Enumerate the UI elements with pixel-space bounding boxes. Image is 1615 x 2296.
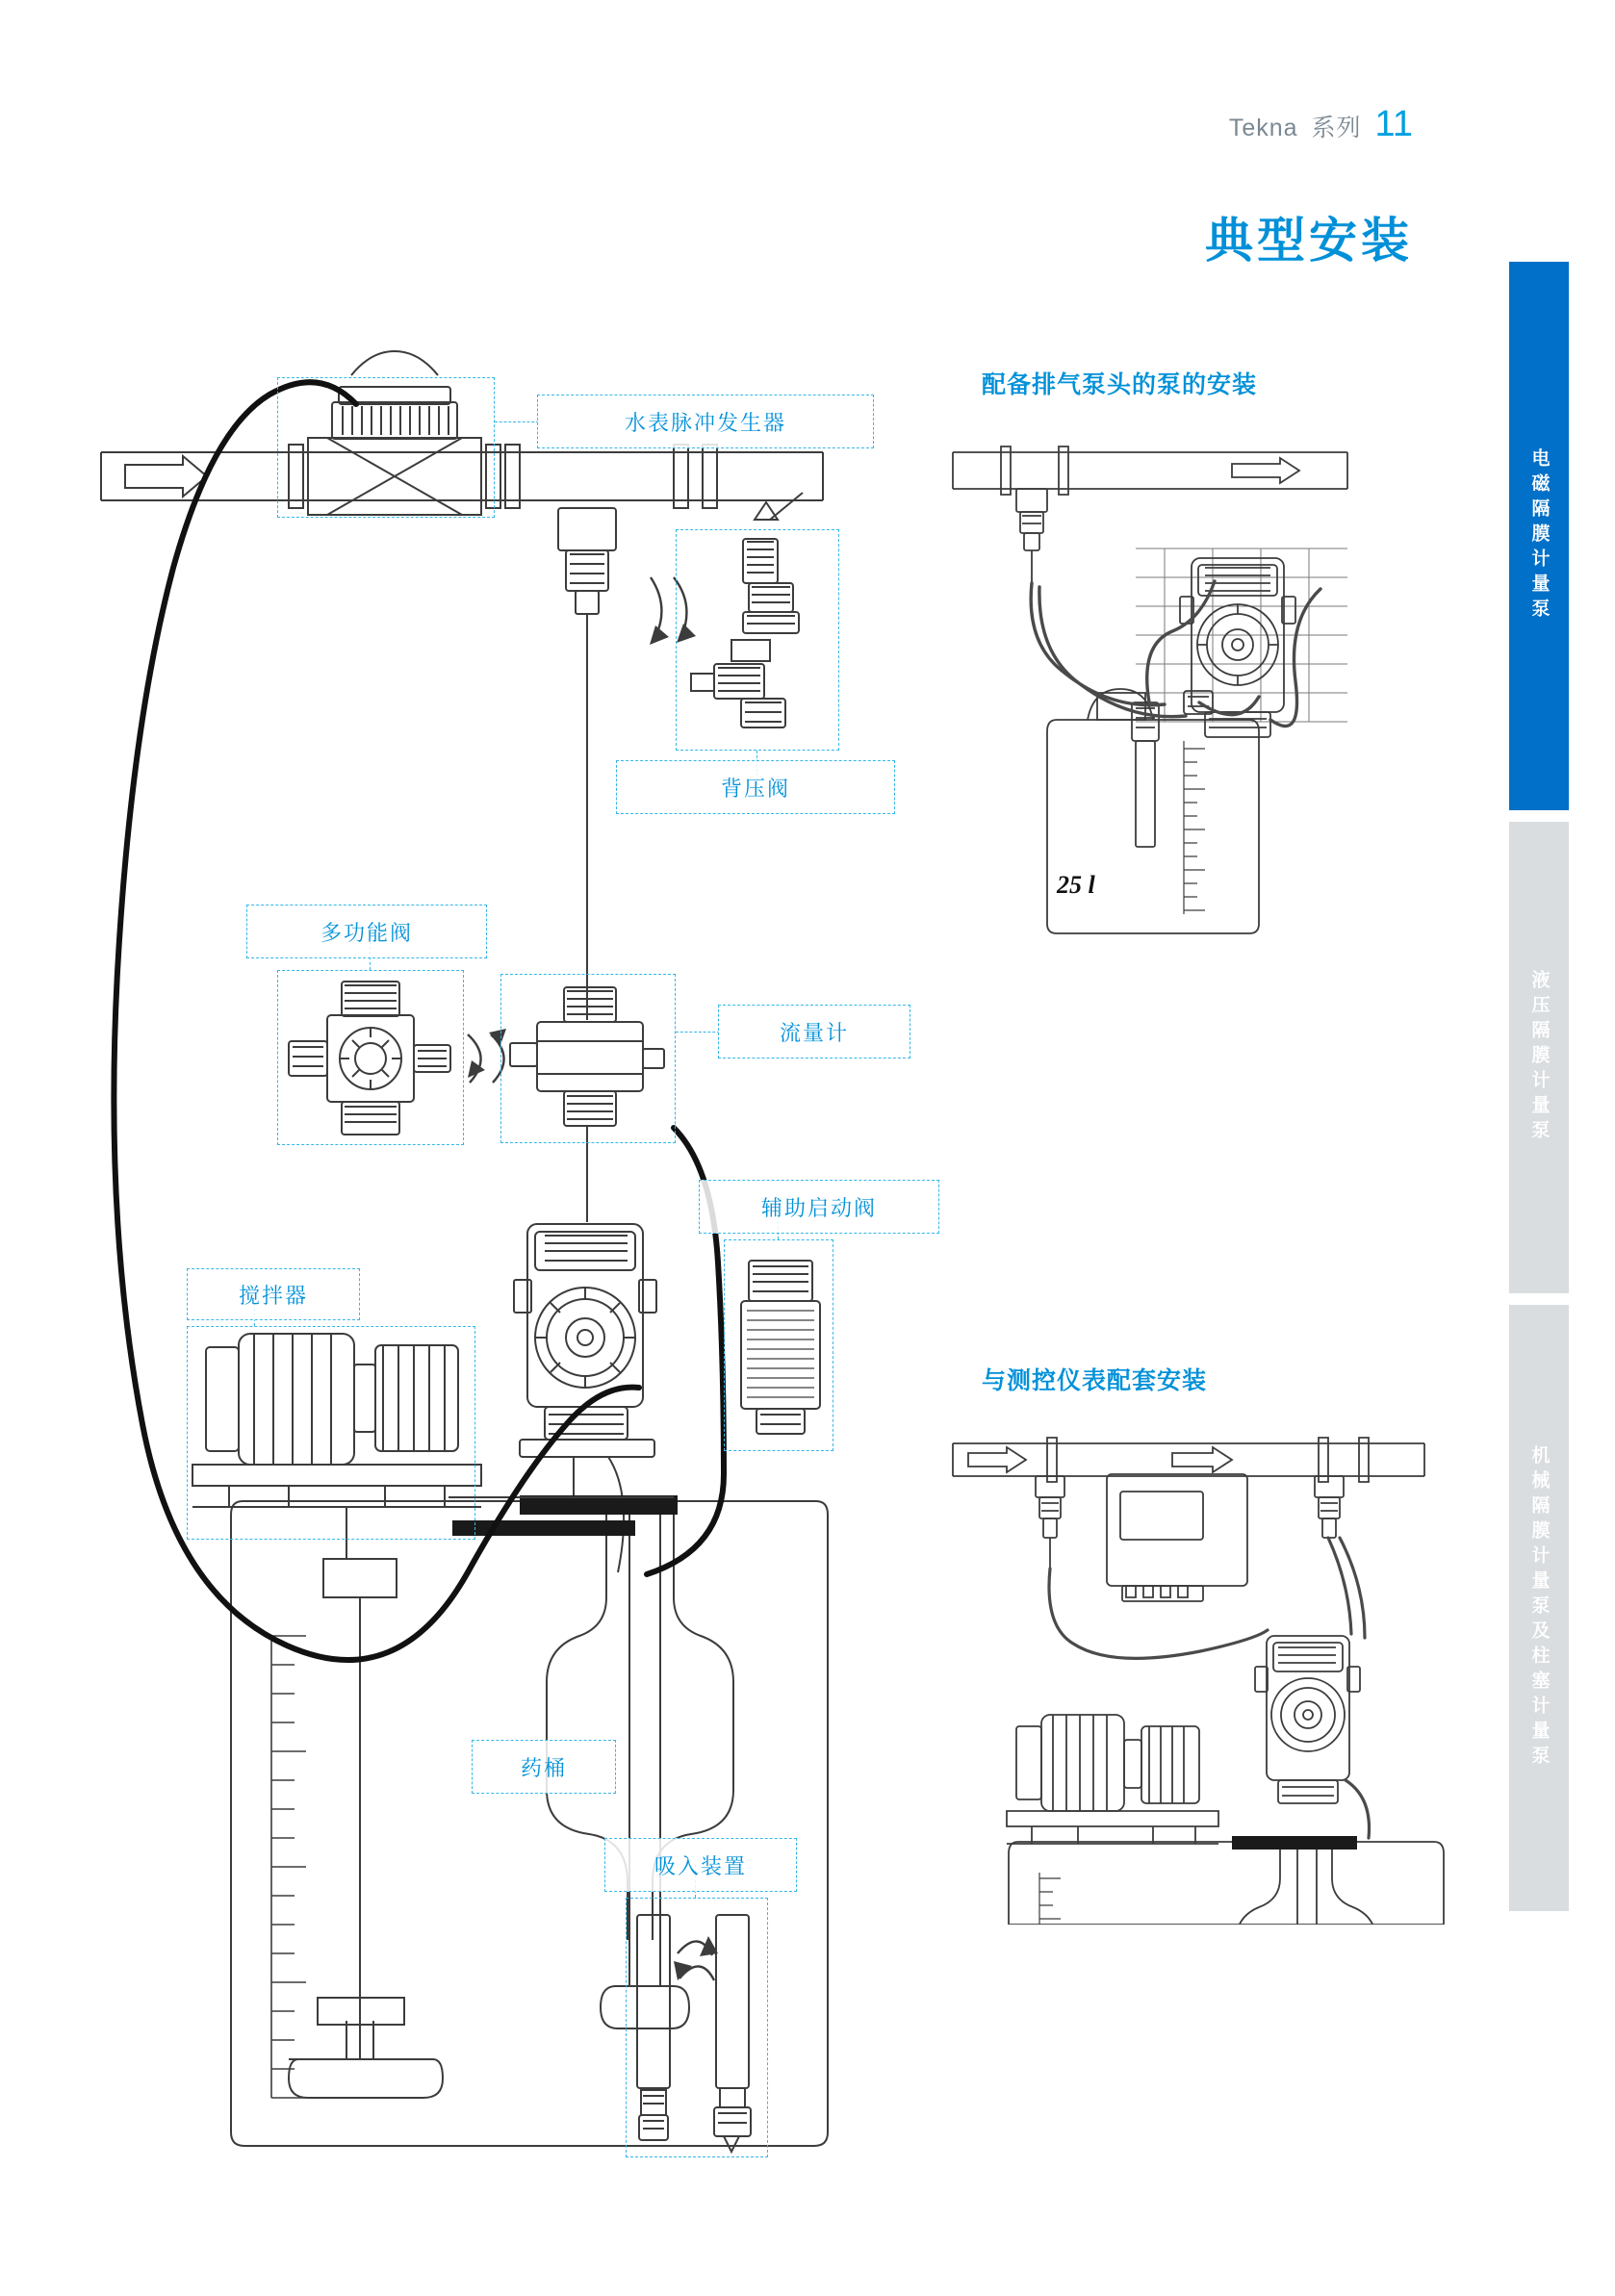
- callout-water-meter: 水表脉冲发生器: [537, 395, 874, 448]
- callout-back-pressure-valve: 背压阀: [616, 760, 895, 814]
- leader-flow-meter: [676, 1032, 720, 1033]
- brand-name: Tekna: [1228, 115, 1298, 141]
- region-water-meter: [277, 377, 495, 518]
- series-label: 系列: [1311, 115, 1362, 141]
- callout-auxiliary-start-valve: 辅助启动阀: [699, 1180, 939, 1234]
- instrument-installation-diagram: [943, 1405, 1540, 1925]
- callout-multifunction-valve: 多功能阀: [246, 905, 487, 958]
- region-auxiliary-start-valve: [724, 1239, 833, 1451]
- region-multifunction-valve: [277, 970, 464, 1145]
- callout-chemical-tank: 药桶: [472, 1740, 616, 1794]
- callout-flow-meter: 流量计: [718, 1005, 910, 1059]
- page-number: 11: [1374, 104, 1413, 144]
- side-tab-solenoid[interactable]: 电磁隔膜计量泵: [1509, 262, 1569, 810]
- region-back-pressure-valve: [676, 529, 839, 751]
- callout-suction-device: 吸入装置: [604, 1838, 797, 1892]
- section-heading-instrument: 与测控仪表配套安装: [982, 1367, 1208, 1394]
- callout-agitator: 搅拌器: [187, 1268, 360, 1320]
- region-flow-meter: [500, 974, 676, 1143]
- tank-volume-label: 25 l: [1057, 871, 1095, 899]
- leader-water-meter: [495, 421, 539, 422]
- side-tab-hydraulic[interactable]: 液压隔膜计量泵: [1509, 822, 1569, 1293]
- region-agitator: [187, 1326, 475, 1540]
- region-suction-device: [626, 1898, 768, 2157]
- page-title: 典型安装: [1205, 214, 1413, 268]
- degassing-installation-diagram: [943, 414, 1540, 1010]
- side-tab-mechanical[interactable]: 机械隔膜计量泵及柱塞计量泵: [1509, 1305, 1569, 1911]
- section-heading-degassing: 配备排气泵头的泵的安装: [982, 371, 1258, 398]
